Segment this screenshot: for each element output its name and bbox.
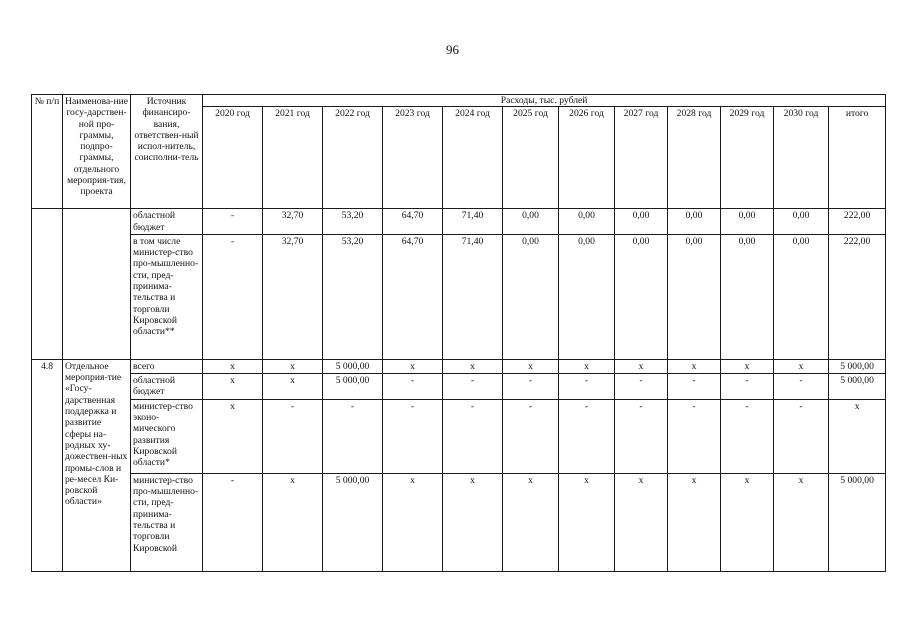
value-cell: x — [721, 473, 774, 571]
item-number: 4.8 — [32, 359, 63, 571]
header-source: Источник финансиро-вания, ответствен-ный испол-нитель, соисполни-тель — [131, 95, 203, 209]
header-year: 2020 год — [203, 107, 263, 209]
value-cell: x — [263, 374, 323, 400]
value-cell: - — [774, 374, 829, 400]
total-cell: x — [829, 399, 886, 473]
value-cell: - — [203, 473, 263, 571]
value-cell: x — [503, 473, 559, 571]
header-row-1 — [32, 95, 886, 107]
empty-num-cell — [32, 209, 63, 360]
value-cell: x — [615, 473, 668, 571]
value-cell: x — [443, 359, 503, 373]
header-year: 2027 год — [615, 107, 668, 209]
value-cell: - — [383, 399, 443, 473]
value-cell: 5 000,00 — [323, 473, 383, 571]
header-year: 2026 год — [559, 107, 615, 209]
value-cell: 5 000,00 — [323, 374, 383, 400]
value-cell: - — [443, 399, 503, 473]
value-cell: 0,00 — [774, 234, 829, 359]
value-cell: x — [668, 473, 721, 571]
total-cell: 222,00 — [829, 234, 886, 359]
header-year: 2028 год — [668, 107, 721, 209]
value-cell: x — [774, 473, 829, 571]
value-cell: - — [323, 399, 383, 473]
value-cell: 53,20 — [323, 234, 383, 359]
value-cell: - — [721, 374, 774, 400]
empty-name-cell — [63, 209, 131, 360]
table-row — [32, 359, 886, 373]
value-cell: 5 000,00 — [323, 359, 383, 373]
value-cell: x — [559, 359, 615, 373]
value-cell: 0,00 — [668, 209, 721, 235]
value-cell: 0,00 — [721, 234, 774, 359]
value-cell: 64,70 — [383, 209, 443, 235]
header-total: итого — [829, 107, 886, 209]
header-year: 2021 год — [263, 107, 323, 209]
total-cell: 5 000,00 — [829, 374, 886, 400]
table-row — [32, 374, 886, 400]
value-cell: - — [774, 399, 829, 473]
value-cell: 71,40 — [443, 209, 503, 235]
header-year: 2022 год — [323, 107, 383, 209]
value-cell: - — [559, 399, 615, 473]
value-cell: 0,00 — [503, 209, 559, 235]
value-cell: - — [615, 374, 668, 400]
value-cell: 0,00 — [774, 209, 829, 235]
value-cell: - — [668, 374, 721, 400]
total-cell: 5 000,00 — [829, 473, 886, 571]
header-expenses: Расходы, тыс. рублей — [203, 95, 886, 107]
value-cell: 0,00 — [615, 209, 668, 235]
source-cell: министер-ство эконо-мического развития Кировской области* — [131, 399, 203, 473]
item-name: Отдельное мероприя-тие «Госу-дарственная поддержка и развитие сферы на-родных ху-дожествен-ных промы-слов и ре-месел Ки-ровской области» — [63, 359, 131, 571]
source-cell: всего — [131, 359, 203, 373]
value-cell: x — [721, 359, 774, 373]
value-cell: 53,20 — [323, 209, 383, 235]
table-row — [32, 473, 886, 571]
value-cell: 32,70 — [263, 234, 323, 359]
value-cell: - — [721, 399, 774, 473]
value-cell: x — [203, 374, 263, 400]
value-cell: x — [503, 359, 559, 373]
value-cell: - — [263, 399, 323, 473]
header-name: Наименова-ние госу-дарствен-ной про-граммы, подпро-граммы, отдельного мероприя-тия, проекта — [63, 95, 131, 209]
value-cell: x — [443, 473, 503, 571]
value-cell: - — [383, 374, 443, 400]
value-cell: x — [263, 359, 323, 373]
value-cell: x — [383, 359, 443, 373]
header-year: 2030 год — [774, 107, 829, 209]
value-cell: - — [668, 399, 721, 473]
value-cell: x — [263, 473, 323, 571]
source-cell: областной бюджет — [131, 209, 203, 235]
source-cell: областной бюджет — [131, 374, 203, 400]
total-cell: 5 000,00 — [829, 359, 886, 373]
header-year: 2029 год — [721, 107, 774, 209]
value-cell: 0,00 — [615, 234, 668, 359]
value-cell: 0,00 — [503, 234, 559, 359]
value-cell: 0,00 — [559, 234, 615, 359]
budget-table — [31, 94, 886, 572]
page-number: 96 — [446, 42, 459, 57]
header-year: 2024 год — [443, 107, 503, 209]
value-cell: 71,40 — [443, 234, 503, 359]
value-cell: x — [668, 359, 721, 373]
total-cell: 222,00 — [829, 209, 886, 235]
value-cell: x — [615, 359, 668, 373]
value-cell: - — [503, 399, 559, 473]
header-year: 2025 год — [503, 107, 559, 209]
source-cell: в том числе министер-ство про-мышленно-сти, пред-принима-тельства и торговли Кировской области** — [131, 234, 203, 359]
value-cell: - — [503, 374, 559, 400]
table-row — [32, 234, 886, 359]
value-cell: - — [203, 234, 263, 359]
value-cell: x — [203, 359, 263, 373]
value-cell: 64,70 — [383, 234, 443, 359]
value-cell: - — [203, 209, 263, 235]
value-cell: 0,00 — [668, 234, 721, 359]
value-cell: - — [559, 374, 615, 400]
table-row — [32, 209, 886, 235]
header-num: № п/п — [32, 95, 63, 209]
value-cell: - — [443, 374, 503, 400]
value-cell: - — [615, 399, 668, 473]
value-cell: x — [383, 473, 443, 571]
value-cell: 32,70 — [263, 209, 323, 235]
value-cell: 0,00 — [721, 209, 774, 235]
value-cell: 0,00 — [559, 209, 615, 235]
value-cell: x — [774, 359, 829, 373]
table-row — [32, 399, 886, 473]
value-cell: x — [559, 473, 615, 571]
header-year: 2023 год — [383, 107, 443, 209]
value-cell: x — [203, 399, 263, 473]
source-cell: министер-ство про-мышленно-сти, пред-принима-тельства и торговли Кировской — [131, 473, 203, 571]
